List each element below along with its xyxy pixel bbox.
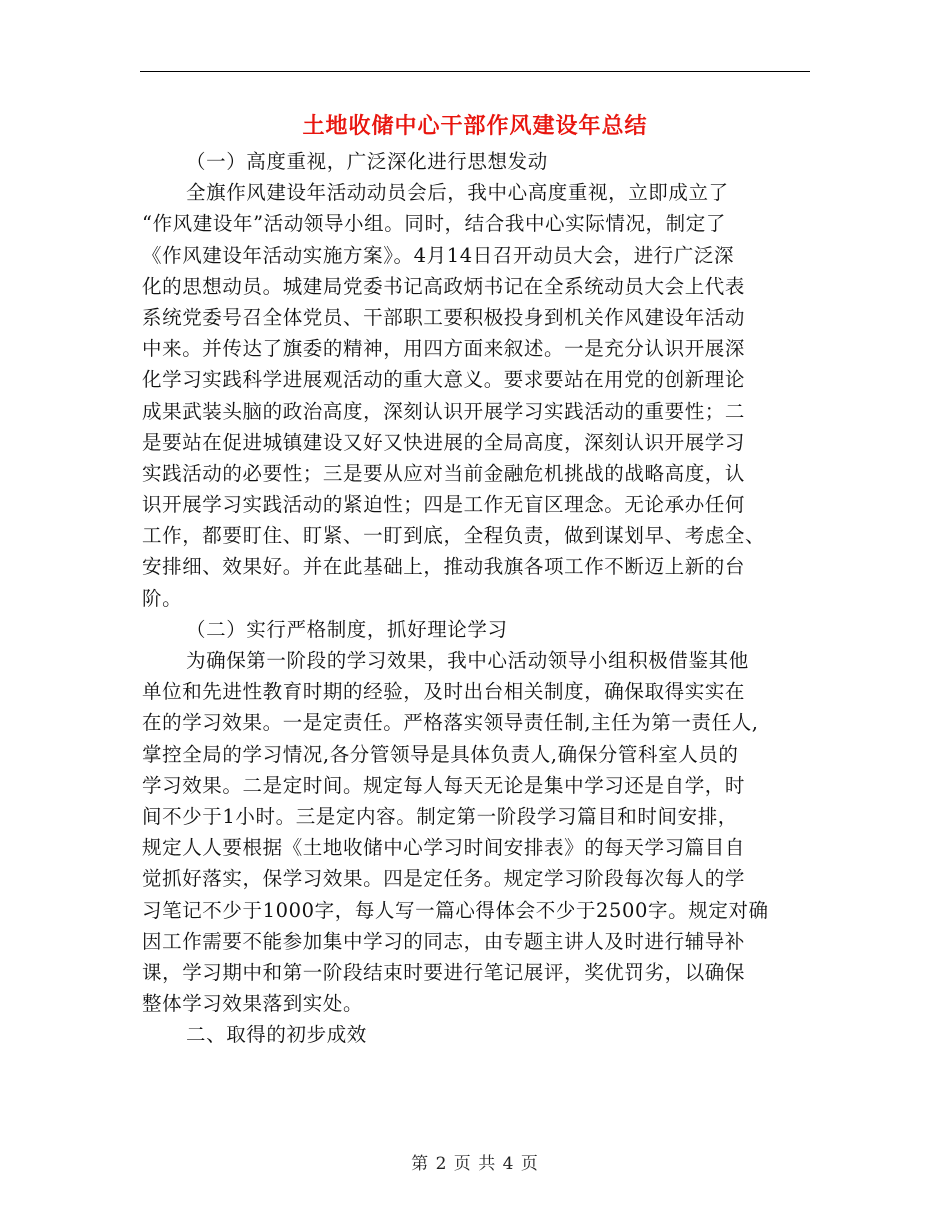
paragraph-line: 安排细、效果好。并在此基础上，推动我旗各项工作不断迈上新的台 bbox=[142, 555, 746, 579]
section-heading: （一）高度重视，广泛深化进行思想发动 bbox=[186, 150, 548, 173]
paragraph-line: 课，学习期中和第一阶段结束时要进行笔记展评，奖优罚劣，以确保 bbox=[142, 960, 746, 984]
paragraph-line: 间不少于1小时。三是定内容。制定第一阶段学习篇目和时间安排， bbox=[142, 804, 738, 828]
header-rule bbox=[140, 71, 810, 72]
paragraph-line: 觉抓好落实，保学习效果。四是定任务。规定学习阶段每次每人的学 bbox=[142, 867, 746, 891]
paragraph-line: 单位和先进性教育时期的经验，及时出台相关制度，确保取得实实在 bbox=[142, 680, 746, 704]
paragraph-line: 系统党委号召全体党员、干部职工要积极投身到机关作风建设年活动 bbox=[142, 305, 746, 329]
paragraph-line: 识开展学习实践活动的紧迫性；四是工作无盲区理念。无论承办任何 bbox=[142, 493, 746, 517]
paragraph-line: 整体学习效果落到实处。 bbox=[142, 992, 364, 1016]
document-body bbox=[142, 146, 810, 1050]
paragraph-line: 习笔记不少于1000字，每人写一篇心得体会不少于2500字。规定对确 bbox=[142, 898, 769, 922]
paragraph-line: 学习效果。二是定时间。规定每人每天无论是集中学习还是自学，时 bbox=[142, 773, 746, 797]
section-heading: 二、取得的初步成效 bbox=[186, 1023, 367, 1047]
paragraph-line: 是要站在促进城镇建设又好又快进展的全局高度，深刻认识开展学习 bbox=[142, 430, 746, 454]
paragraph-line: 在的学习效果。一是定责任。严格落实领导责任制,主任为第一责任人, bbox=[142, 711, 759, 735]
paragraph-line: 因工作需要不能参加集中学习的同志，由专题主讲人及时进行辅导补 bbox=[142, 929, 746, 953]
paragraph-line: 实践活动的必要性；三是要从应对当前金融危机挑战的战略高度，认 bbox=[142, 461, 746, 485]
paragraph-line: 阶。 bbox=[142, 586, 183, 610]
paragraph-line: 为确保第一阶段的学习效果，我中心活动领导小组积极借鉴其他 bbox=[186, 649, 749, 672]
paragraph-line: 《作风建设年活动实施方案》。4月14日召开动员大会，进行广泛深 bbox=[142, 243, 735, 267]
paragraph-line: 规定人人要根据《土地收储中心学习时间安排表》的每天学习篇目自 bbox=[142, 836, 746, 860]
document-title: 土地收储中心干部作风建设年总结 bbox=[302, 113, 648, 139]
paragraph-line: 化的思想动员。城建局党委书记高政炳书记在全系统动员大会上代表 bbox=[142, 274, 746, 298]
paragraph-line: 化学习实践科学进展观活动的重大意义。要求要站在用党的创新理论 bbox=[142, 368, 746, 392]
paragraph-line: 成果武装头脑的政治高度，深刻认识开展学习实践活动的重要性；二 bbox=[142, 399, 746, 423]
section-heading: （二）实行严格制度，抓好理论学习 bbox=[186, 617, 508, 641]
paragraph-line: 全旗作风建设年活动动员会后，我中心高度重视，立即成立了 bbox=[186, 181, 729, 205]
paragraph-line: 掌控全局的学习情况,各分管领导是具体负责人,确保分管科室人员的 bbox=[142, 742, 739, 766]
paragraph-line: “作风建设年”活动领导小组。同时，结合我中心实际情况，制定了 bbox=[142, 212, 726, 236]
page-number-footer: 第 2 页 共 4 页 bbox=[411, 1154, 539, 1174]
paragraph-line: 中来。并传达了旗委的精神，用四方面来叙述。一是充分认识开展深 bbox=[142, 337, 746, 361]
paragraph-line: 工作，都要盯住、盯紧、一盯到底，全程负责，做到谋划早、考虑全、 bbox=[142, 524, 766, 548]
